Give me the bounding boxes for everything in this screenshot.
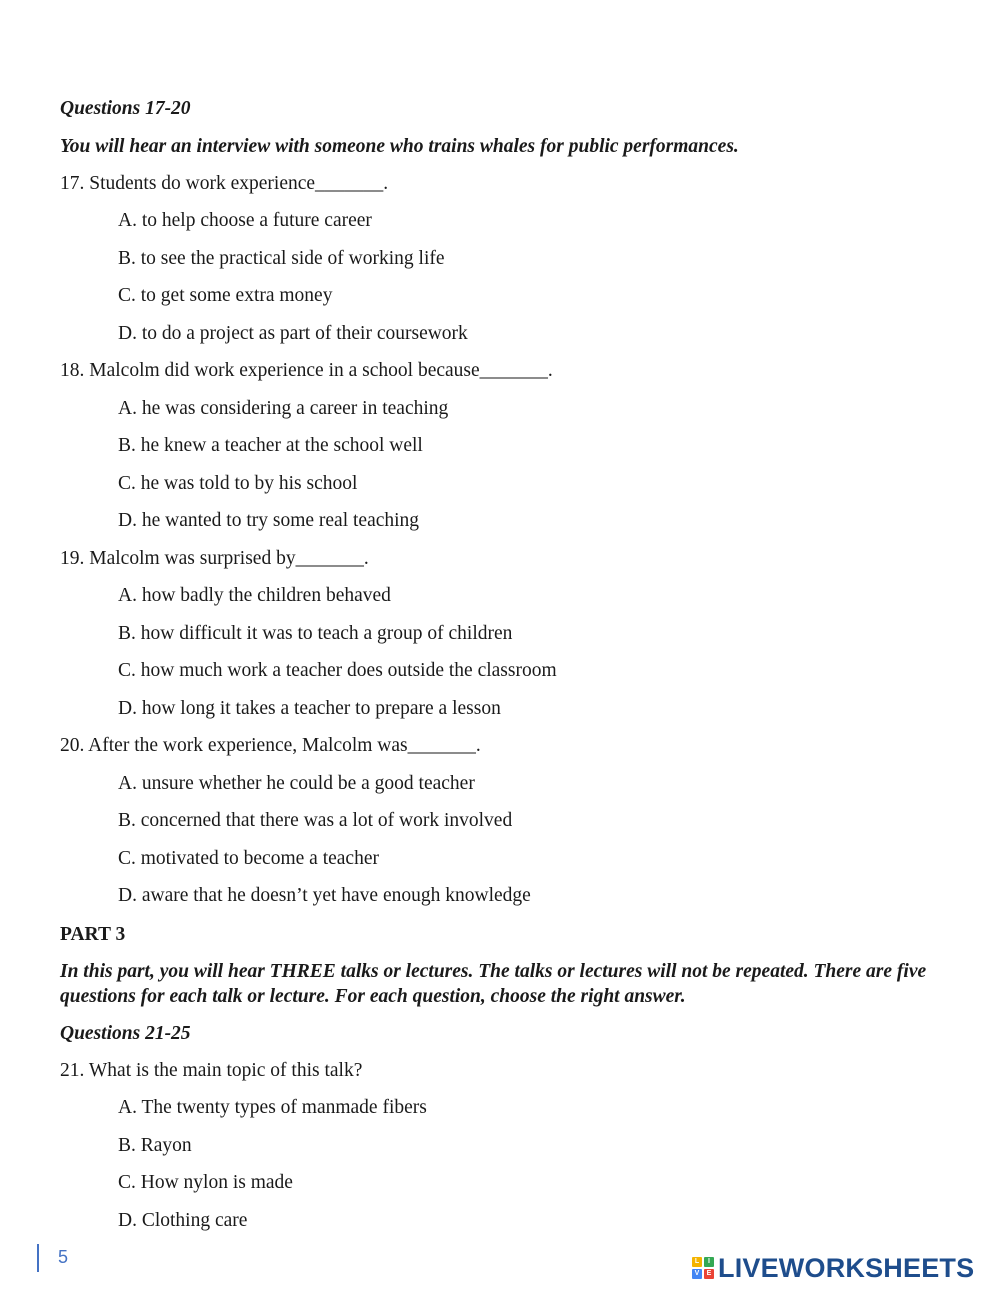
question-stem: 19. Malcolm was surprised by_______. xyxy=(60,548,369,569)
part-title: PART 3 xyxy=(60,924,126,945)
question-stem: 18. Malcolm did work experience in a school because_______. xyxy=(60,360,553,381)
section-heading: Questions 17-20 xyxy=(60,98,191,119)
section-heading: Questions 21-25 xyxy=(60,1023,191,1044)
answer-option[interactable]: C. how much work a teacher does outside the classroom xyxy=(118,660,557,681)
answer-option[interactable]: A. unsure whether he could be a good teacher xyxy=(118,773,475,794)
answer-option[interactable]: D. he wanted to try some real teaching xyxy=(118,510,420,531)
logo-icon: L I V E xyxy=(692,1257,714,1279)
answer-option[interactable]: C. How nylon is made xyxy=(118,1172,293,1193)
answer-option[interactable]: B. to see the practical side of working life xyxy=(118,248,445,269)
page-number: 5 xyxy=(58,1247,69,1267)
answer-option[interactable]: B. Rayon xyxy=(118,1135,192,1156)
answer-option[interactable]: C. motivated to become a teacher xyxy=(118,848,379,869)
page-number-bar xyxy=(37,1244,39,1272)
question-stem: 17. Students do work experience_______. xyxy=(60,173,389,194)
liveworksheets-logo xyxy=(692,1253,974,1283)
answer-option[interactable]: A. The twenty types of manmade fibers xyxy=(118,1097,427,1118)
question-stem: 20. After the work experience, Malcolm was_______. xyxy=(60,735,481,756)
answer-option[interactable]: D. how long it takes a teacher to prepare a lesson xyxy=(118,698,501,719)
question-stem: 21. What is the main topic of this talk? xyxy=(60,1060,363,1081)
answer-option[interactable]: C. to get some extra money xyxy=(118,285,333,306)
answer-option[interactable]: B. concerned that there was a lot of work involved xyxy=(118,810,513,831)
logo-text: LIVEWORKSHEETS xyxy=(718,1252,975,1283)
answer-option[interactable]: C. he was told to by his school xyxy=(118,473,358,494)
answer-option[interactable]: D. Clothing care xyxy=(118,1210,248,1231)
answer-option[interactable]: A. how badly the children behaved xyxy=(118,585,391,606)
answer-option[interactable]: B. he knew a teacher at the school well xyxy=(118,435,423,456)
section-intro: You will hear an interview with someone who trains whales for public performances. xyxy=(60,136,739,157)
answer-option[interactable]: D. to do a project as part of their coursework xyxy=(118,323,468,344)
answer-option[interactable]: B. how difficult it was to teach a group of children xyxy=(118,623,513,644)
answer-option[interactable]: A. to help choose a future career xyxy=(118,210,372,231)
answer-option[interactable]: D. aware that he doesn’t yet have enough knowledge xyxy=(118,885,531,906)
part-intro: In this part, you will hear THREE talks or lectures. The talks or lectures will not be repeated. There are five questions for each talk or lecture. For each question, choose the right answer. xyxy=(60,961,927,1007)
answer-option[interactable]: A. he was considering a career in teaching xyxy=(118,398,449,419)
